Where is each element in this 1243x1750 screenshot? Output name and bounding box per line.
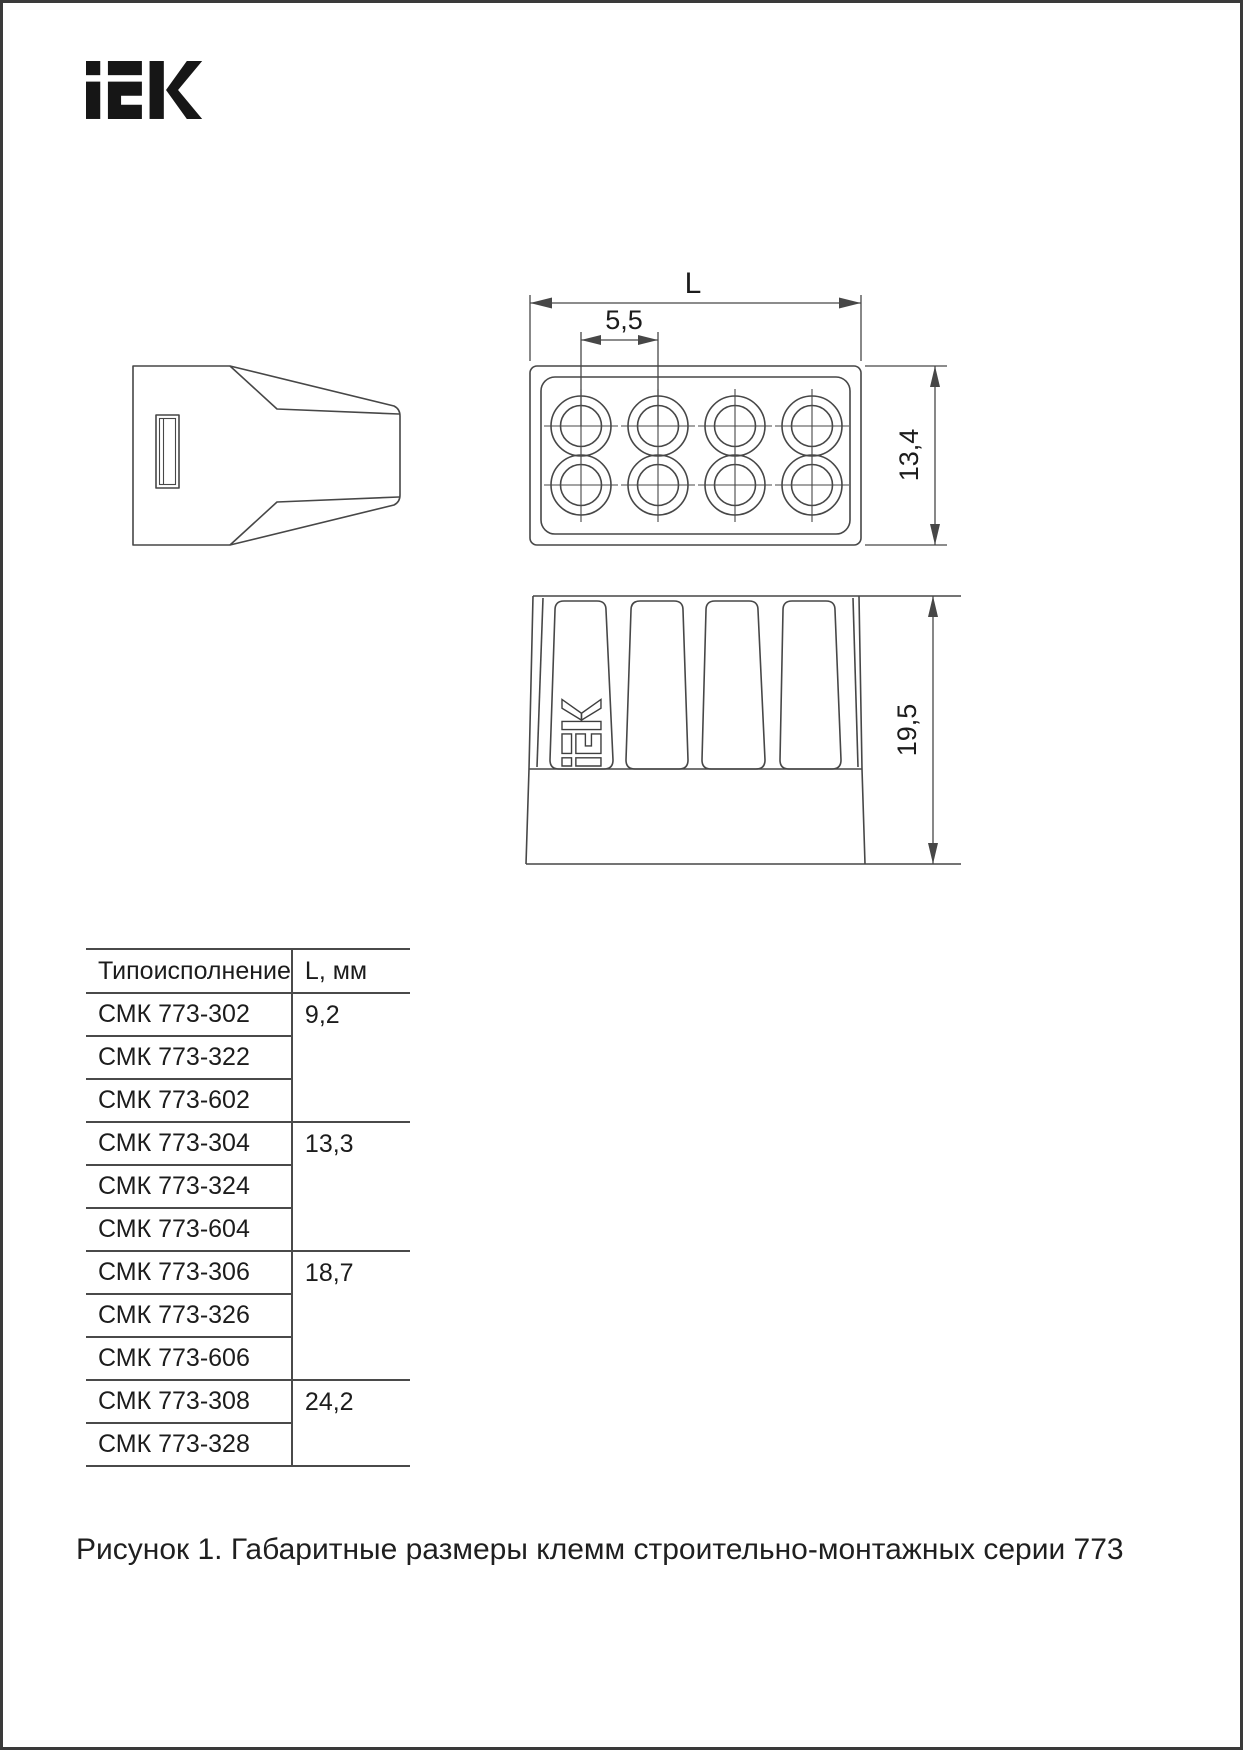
- table-row: [86, 993, 410, 1036]
- cell-length: 18,7: [292, 1251, 410, 1380]
- dimension-height-top: [865, 366, 947, 545]
- cell-length: 24,2: [292, 1380, 410, 1466]
- dimension-height-front: [892, 596, 938, 864]
- table-row: [86, 1380, 410, 1423]
- cell-model: СМК 773-328: [86, 1423, 292, 1466]
- cell-model: СМК 773-306: [86, 1251, 292, 1294]
- cell-model: СМК 773-308: [86, 1380, 292, 1423]
- cell-length: 13,3: [292, 1122, 410, 1251]
- figure-caption: Рисунок 1. Габаритные размеры клемм строительно-монтажных серии 773: [76, 1533, 1124, 1566]
- cap-segments: [550, 601, 841, 769]
- dim-label-L: L: [684, 267, 702, 300]
- table-header-length: L, мм: [292, 949, 410, 993]
- iek-logo: [86, 61, 202, 119]
- wire-ports: [544, 389, 849, 522]
- cell-length: 9,2: [292, 993, 410, 1122]
- cell-model: СМК 773-604: [86, 1208, 292, 1251]
- top-view: [530, 366, 861, 545]
- dim-label-height-front: 19,5: [892, 703, 922, 757]
- table-header-row: [86, 949, 410, 993]
- table-row: [86, 1251, 410, 1294]
- cell-model: СМК 773-326: [86, 1294, 292, 1337]
- dim-label-pitch: 5,5: [605, 305, 643, 335]
- table-header-type: Типоисполнение: [86, 949, 292, 993]
- cell-model: СМК 773-322: [86, 1036, 292, 1079]
- cell-model: СМК 773-304: [86, 1122, 292, 1165]
- dimensions-table: [86, 948, 410, 1467]
- dimension-L: [530, 267, 861, 361]
- cell-model: СМК 773-602: [86, 1079, 292, 1122]
- table-row: [86, 1122, 410, 1165]
- cell-model: СМК 773-302: [86, 993, 292, 1036]
- side-view: [133, 366, 400, 545]
- cell-model: СМК 773-324: [86, 1165, 292, 1208]
- technical-drawing: [3, 3, 1243, 913]
- dim-label-height-top: 13,4: [894, 428, 924, 482]
- cell-model: СМК 773-606: [86, 1337, 292, 1380]
- iek-logo-embossed: [562, 699, 601, 766]
